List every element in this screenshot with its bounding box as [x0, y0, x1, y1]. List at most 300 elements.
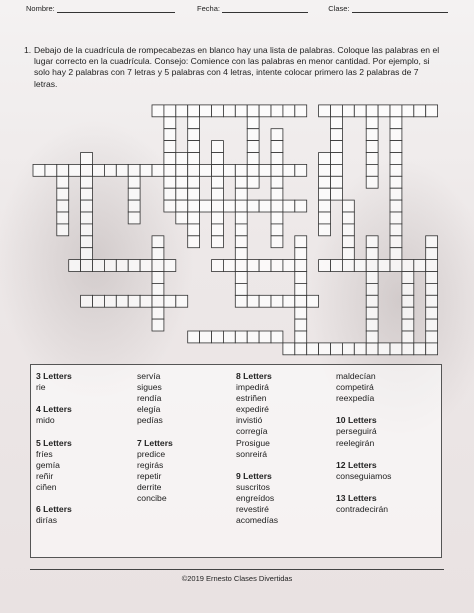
grid-cell[interactable]: [212, 212, 224, 224]
grid-cell[interactable]: [402, 283, 414, 295]
grid-cell[interactable]: [212, 236, 224, 248]
grid-cell[interactable]: [271, 153, 283, 165]
word-list-item: reñir: [36, 470, 54, 481]
grid-cell[interactable]: [128, 260, 140, 272]
grid-cell[interactable]: [235, 331, 247, 343]
grid-cell[interactable]: [33, 164, 45, 176]
grid-cell[interactable]: [212, 188, 224, 200]
grid-cell[interactable]: [212, 260, 224, 272]
grid-cell[interactable]: [366, 260, 378, 272]
grid-cell[interactable]: [402, 319, 414, 331]
grid-cell[interactable]: [235, 105, 247, 117]
grid-cell[interactable]: [307, 295, 319, 307]
grid-cell[interactable]: [200, 105, 212, 117]
grid-cell[interactable]: [426, 248, 438, 260]
grid-cell[interactable]: [128, 176, 140, 188]
word-length-heading: 5 Letters: [36, 437, 72, 448]
grid-cell[interactable]: [164, 129, 176, 141]
word-length-heading: 10 Letters: [336, 415, 377, 426]
date-label: Fecha:: [197, 4, 220, 13]
word-list-item: conseguiamos: [336, 470, 392, 481]
grid-cell[interactable]: [235, 212, 247, 224]
grid-cell[interactable]: [319, 343, 331, 355]
grid-cell[interactable]: [164, 200, 176, 212]
grid-cell[interactable]: [104, 164, 116, 176]
grid-cell[interactable]: [295, 236, 307, 248]
grid-cell[interactable]: [342, 236, 354, 248]
grid-cell[interactable]: [271, 236, 283, 248]
grid-cell[interactable]: [271, 224, 283, 236]
grid-cell[interactable]: [402, 331, 414, 343]
grid-cell[interactable]: [271, 212, 283, 224]
grid-cell[interactable]: [283, 260, 295, 272]
grid-cell[interactable]: [81, 153, 93, 165]
grid-cell[interactable]: [152, 248, 164, 260]
grid-cell[interactable]: [164, 153, 176, 165]
grid-cell[interactable]: [283, 200, 295, 212]
grid-cell[interactable]: [247, 176, 259, 188]
grid-cell[interactable]: [366, 283, 378, 295]
grid-cell[interactable]: [235, 295, 247, 307]
word-length-heading: 8 Letters: [236, 371, 272, 381]
grid-cell[interactable]: [366, 319, 378, 331]
grid-cell[interactable]: [354, 260, 366, 272]
grid-cell[interactable]: [176, 164, 188, 176]
grid-cell[interactable]: [81, 260, 93, 272]
grid-cell[interactable]: [81, 236, 93, 248]
grid-cell[interactable]: [212, 164, 224, 176]
grid-cell[interactable]: [188, 188, 200, 200]
grid-cell[interactable]: [426, 343, 438, 355]
grid-cell[interactable]: [212, 141, 224, 153]
grid-cell[interactable]: [164, 105, 176, 117]
grid-cell[interactable]: [164, 141, 176, 153]
word-list-item: competirá: [336, 382, 374, 393]
grid-cell[interactable]: [223, 260, 235, 272]
word-list-item: acomedías: [236, 515, 279, 526]
grid-cell[interactable]: [188, 200, 200, 212]
grid-cell[interactable]: [331, 141, 343, 153]
word-list-item: fríes: [36, 448, 53, 459]
grid-cell[interactable]: [426, 295, 438, 307]
grid-cell[interactable]: [342, 105, 354, 117]
grid-cell[interactable]: [176, 188, 188, 200]
grid-cell[interactable]: [152, 236, 164, 248]
grid-cell[interactable]: [188, 153, 200, 165]
grid-cell[interactable]: [93, 295, 105, 307]
grid-cell[interactable]: [390, 105, 402, 117]
grid-cell[interactable]: [223, 164, 235, 176]
grid-cell[interactable]: [366, 164, 378, 176]
word-list-column-4: [336, 371, 391, 515]
grid-cell[interactable]: [283, 105, 295, 117]
grid-cell[interactable]: [247, 164, 259, 176]
grid-cell[interactable]: [295, 295, 307, 307]
grid-cell[interactable]: [378, 260, 390, 272]
grid-cell[interactable]: [283, 343, 295, 355]
grid-cell[interactable]: [366, 236, 378, 248]
grid-cell[interactable]: [366, 153, 378, 165]
list-spacer: [36, 393, 72, 404]
grid-cell[interactable]: [319, 105, 331, 117]
grid-cell[interactable]: [307, 343, 319, 355]
grid-cell[interactable]: [128, 200, 140, 212]
grid-cell[interactable]: [342, 248, 354, 260]
grid-cell[interactable]: [402, 272, 414, 284]
grid-cell[interactable]: [176, 176, 188, 188]
grid-cell[interactable]: [319, 153, 331, 165]
grid-cell[interactable]: [212, 105, 224, 117]
grid-cell[interactable]: [235, 224, 247, 236]
grid-cell[interactable]: [188, 176, 200, 188]
grid-cell[interactable]: [69, 260, 81, 272]
grid-cell[interactable]: [176, 153, 188, 165]
grid-cell[interactable]: [176, 105, 188, 117]
grid-cell[interactable]: [247, 295, 259, 307]
grid-cell[interactable]: [342, 343, 354, 355]
grid-cell[interactable]: [366, 331, 378, 343]
grid-cell[interactable]: [259, 105, 271, 117]
grid-cell[interactable]: [247, 105, 259, 117]
grid-cell[interactable]: [295, 248, 307, 260]
grid-cell[interactable]: [164, 295, 176, 307]
grid-cell[interactable]: [164, 188, 176, 200]
grid-cell[interactable]: [354, 105, 366, 117]
grid-cell[interactable]: [128, 188, 140, 200]
grid-cell[interactable]: [319, 200, 331, 212]
grid-cell[interactable]: [319, 188, 331, 200]
footer-text: ©2019 Ernesto Clases Divertidas: [181, 574, 293, 583]
grid-cell[interactable]: [271, 188, 283, 200]
grid-cell[interactable]: [319, 176, 331, 188]
grid-cell[interactable]: [295, 200, 307, 212]
grid-cell[interactable]: [235, 236, 247, 248]
grid-cell[interactable]: [57, 212, 69, 224]
grid-cell[interactable]: [247, 331, 259, 343]
grid-cell[interactable]: [390, 343, 402, 355]
grid-cell[interactable]: [426, 307, 438, 319]
grid-cell[interactable]: [188, 212, 200, 224]
grid-cell[interactable]: [331, 105, 343, 117]
grid-cell[interactable]: [271, 129, 283, 141]
grid-cell[interactable]: [271, 295, 283, 307]
grid-cell[interactable]: [164, 260, 176, 272]
grid-cell[interactable]: [235, 176, 247, 188]
grid-cell[interactable]: [128, 295, 140, 307]
word-list-column-2: [137, 371, 173, 504]
grid-cell[interactable]: [235, 260, 247, 272]
grid-cell[interactable]: [354, 343, 366, 355]
grid-cell[interactable]: [81, 212, 93, 224]
grid-cell[interactable]: [212, 224, 224, 236]
word-list-item: derrite: [137, 481, 162, 492]
word-list-item: rendía: [137, 393, 162, 404]
word-list-item: maldecían: [336, 371, 376, 381]
word-list-item: dirías: [36, 515, 58, 526]
instruction-number: 1.: [24, 45, 32, 55]
grid-cell[interactable]: [331, 260, 343, 272]
grid-cell[interactable]: [259, 260, 271, 272]
grid-cell[interactable]: [271, 105, 283, 117]
grid-cell[interactable]: [402, 260, 414, 272]
grid-cell[interactable]: [152, 283, 164, 295]
grid-cell[interactable]: [81, 200, 93, 212]
grid-cell[interactable]: [271, 164, 283, 176]
grid-cell[interactable]: [331, 129, 343, 141]
word-list-item: impedirá: [236, 382, 269, 393]
grid-cell[interactable]: [295, 331, 307, 343]
grid-cell[interactable]: [366, 248, 378, 260]
grid-cell[interactable]: [271, 260, 283, 272]
grid-cell[interactable]: [402, 295, 414, 307]
word-list-item: predice: [137, 448, 166, 459]
grid-cell[interactable]: [366, 176, 378, 188]
grid-cell[interactable]: [140, 260, 152, 272]
grid-cell[interactable]: [378, 105, 390, 117]
list-spacer: [336, 404, 391, 415]
grid-cell[interactable]: [188, 117, 200, 129]
grid-cell[interactable]: [426, 260, 438, 272]
grid-cell[interactable]: [426, 105, 438, 117]
grid-cell[interactable]: [402, 307, 414, 319]
grid-cell[interactable]: [378, 343, 390, 355]
grid-cell[interactable]: [331, 188, 343, 200]
grid-cell[interactable]: [81, 164, 93, 176]
grid-cell[interactable]: [366, 295, 378, 307]
grid-cell[interactable]: [57, 188, 69, 200]
grid-cell[interactable]: [128, 212, 140, 224]
grid-cell[interactable]: [342, 260, 354, 272]
grid-cell[interactable]: [283, 295, 295, 307]
grid-cell[interactable]: [390, 164, 402, 176]
grid-cell[interactable]: [426, 319, 438, 331]
grid-cell[interactable]: [212, 176, 224, 188]
grid-cell[interactable]: [116, 260, 128, 272]
word-list-item: pedías: [137, 415, 163, 426]
grid-cell[interactable]: [366, 343, 378, 355]
grid-cell[interactable]: [319, 260, 331, 272]
word-list-item: engreídos: [236, 493, 275, 504]
grid-cell[interactable]: [188, 164, 200, 176]
grid-cell[interactable]: [366, 141, 378, 153]
grid-cell[interactable]: [295, 319, 307, 331]
grid-cell[interactable]: [259, 295, 271, 307]
grid-cell[interactable]: [140, 295, 152, 307]
grid-cell[interactable]: [390, 200, 402, 212]
list-spacer: [36, 493, 72, 504]
grid-cell[interactable]: [390, 117, 402, 129]
grid-cell[interactable]: [152, 164, 164, 176]
grid-cell[interactable]: [402, 105, 414, 117]
grid-cell[interactable]: [426, 236, 438, 248]
grid-cell[interactable]: [235, 200, 247, 212]
grid-cell[interactable]: [212, 153, 224, 165]
grid-cell[interactable]: [81, 224, 93, 236]
grid-cell[interactable]: [342, 212, 354, 224]
grid-cell[interactable]: [81, 176, 93, 188]
word-list: [30, 364, 442, 558]
footer-divider: [30, 569, 444, 570]
grid-cell[interactable]: [200, 164, 212, 176]
grid-cell[interactable]: [93, 260, 105, 272]
grid-cell[interactable]: [152, 260, 164, 272]
grid-cell[interactable]: [235, 188, 247, 200]
grid-cell[interactable]: [390, 188, 402, 200]
grid-cell[interactable]: [342, 200, 354, 212]
grid-cell[interactable]: [200, 200, 212, 212]
word-list-item: elegía: [137, 404, 161, 415]
grid-cell[interactable]: [414, 343, 426, 355]
word-list-item: sigues: [137, 382, 162, 393]
grid-cell[interactable]: [188, 236, 200, 248]
grid-cell[interactable]: [223, 200, 235, 212]
word-list-item: invistió: [236, 415, 263, 426]
grid-cell[interactable]: [188, 331, 200, 343]
grid-cell[interactable]: [319, 164, 331, 176]
grid-cell[interactable]: [93, 164, 105, 176]
grid-cell[interactable]: [414, 260, 426, 272]
grid-cell[interactable]: [390, 236, 402, 248]
grid-cell[interactable]: [223, 331, 235, 343]
grid-cell[interactable]: [235, 283, 247, 295]
grid-cell[interactable]: [104, 260, 116, 272]
grid-cell[interactable]: [331, 153, 343, 165]
word-length-heading: 9 Letters: [236, 470, 272, 481]
grid-cell[interactable]: [235, 248, 247, 260]
grid-cell[interactable]: [271, 331, 283, 343]
grid-cell[interactable]: [319, 212, 331, 224]
grid-cell[interactable]: [295, 283, 307, 295]
grid-cell[interactable]: [426, 272, 438, 284]
grid-cell[interactable]: [390, 129, 402, 141]
grid-cell[interactable]: [366, 307, 378, 319]
grid-cell[interactable]: [188, 224, 200, 236]
grid-cell[interactable]: [390, 212, 402, 224]
grid-cell[interactable]: [271, 141, 283, 153]
grid-cell[interactable]: [45, 164, 57, 176]
grid-cell[interactable]: [81, 295, 93, 307]
grid-cell[interactable]: [331, 117, 343, 129]
word-list-item: contradecirán: [336, 504, 389, 515]
grid-cell[interactable]: [57, 164, 69, 176]
word-list-item: ciñen: [36, 481, 57, 492]
grid-cell[interactable]: [247, 129, 259, 141]
class-label: Clase:: [328, 4, 350, 13]
word-list-item: expediré: [236, 404, 269, 415]
grid-cell[interactable]: [295, 307, 307, 319]
grid-cell[interactable]: [342, 224, 354, 236]
grid-cell[interactable]: [69, 164, 81, 176]
grid-cell[interactable]: [331, 176, 343, 188]
grid-cell[interactable]: [164, 117, 176, 129]
grid-cell[interactable]: [283, 164, 295, 176]
grid-cell[interactable]: [223, 105, 235, 117]
grid-cell[interactable]: [366, 117, 378, 129]
list-spacer: [336, 449, 391, 460]
list-spacer: [236, 460, 278, 471]
grid-cell[interactable]: [188, 141, 200, 153]
grid-cell[interactable]: [366, 272, 378, 284]
grid-cell[interactable]: [247, 260, 259, 272]
grid-cell[interactable]: [152, 295, 164, 307]
grid-cell[interactable]: [188, 105, 200, 117]
grid-cell[interactable]: [390, 153, 402, 165]
grid-cell[interactable]: [104, 295, 116, 307]
grid-cell[interactable]: [116, 295, 128, 307]
word-length-heading: 12 Letters: [336, 459, 377, 470]
grid-cell[interactable]: [247, 117, 259, 129]
grid-cell[interactable]: [152, 272, 164, 284]
grid-cell[interactable]: [116, 164, 128, 176]
grid-cell[interactable]: [271, 176, 283, 188]
grid-cell[interactable]: [81, 188, 93, 200]
grid-cell[interactable]: [176, 200, 188, 212]
grid-cell[interactable]: [390, 248, 402, 260]
grid-cell[interactable]: [212, 200, 224, 212]
grid-cell[interactable]: [164, 176, 176, 188]
grid-cell[interactable]: [57, 176, 69, 188]
grid-cell[interactable]: [271, 200, 283, 212]
grid-cell[interactable]: [212, 331, 224, 343]
grid-cell[interactable]: [128, 164, 140, 176]
grid-cell[interactable]: [259, 331, 271, 343]
grid-cell[interactable]: [426, 331, 438, 343]
grid-cell[interactable]: [164, 164, 176, 176]
grid-cell[interactable]: [390, 141, 402, 153]
grid-cell[interactable]: [81, 248, 93, 260]
grid-cell[interactable]: [188, 129, 200, 141]
grid-cell[interactable]: [152, 319, 164, 331]
grid-cell[interactable]: [295, 343, 307, 355]
list-spacer: [36, 426, 72, 437]
grid-cell[interactable]: [247, 141, 259, 153]
grid-cell[interactable]: [259, 200, 271, 212]
grid-cell[interactable]: [295, 105, 307, 117]
grid-cell[interactable]: [426, 283, 438, 295]
word-list-item: concibe: [137, 493, 167, 504]
grid-cell[interactable]: [366, 105, 378, 117]
grid-cell[interactable]: [259, 164, 271, 176]
grid-cell[interactable]: [235, 272, 247, 284]
grid-cell[interactable]: [390, 176, 402, 188]
grid-cell[interactable]: [140, 164, 152, 176]
grid-cell[interactable]: [295, 164, 307, 176]
name-label: Nombre:: [26, 4, 55, 13]
word-list-item: suscritos: [236, 481, 270, 492]
grid-cell[interactable]: [319, 224, 331, 236]
grid-cell[interactable]: [247, 200, 259, 212]
grid-cell[interactable]: [390, 224, 402, 236]
word-list-item: Prosigue: [236, 437, 270, 448]
grid-cell[interactable]: [176, 295, 188, 307]
grid-cell[interactable]: [295, 260, 307, 272]
grid-cell[interactable]: [331, 343, 343, 355]
grid-cell[interactable]: [390, 260, 402, 272]
grid-cell[interactable]: [331, 164, 343, 176]
grid-cell[interactable]: [235, 164, 247, 176]
grid-cell[interactable]: [366, 129, 378, 141]
grid-cell[interactable]: [57, 224, 69, 236]
grid-cell[interactable]: [402, 343, 414, 355]
grid-cell[interactable]: [176, 212, 188, 224]
grid-cell[interactable]: [152, 105, 164, 117]
grid-cell[interactable]: [152, 307, 164, 319]
grid-cell[interactable]: [295, 272, 307, 284]
grid-cell[interactable]: [200, 331, 212, 343]
grid-cell[interactable]: [414, 105, 426, 117]
grid-cell[interactable]: [57, 200, 69, 212]
grid-cell[interactable]: [247, 153, 259, 165]
